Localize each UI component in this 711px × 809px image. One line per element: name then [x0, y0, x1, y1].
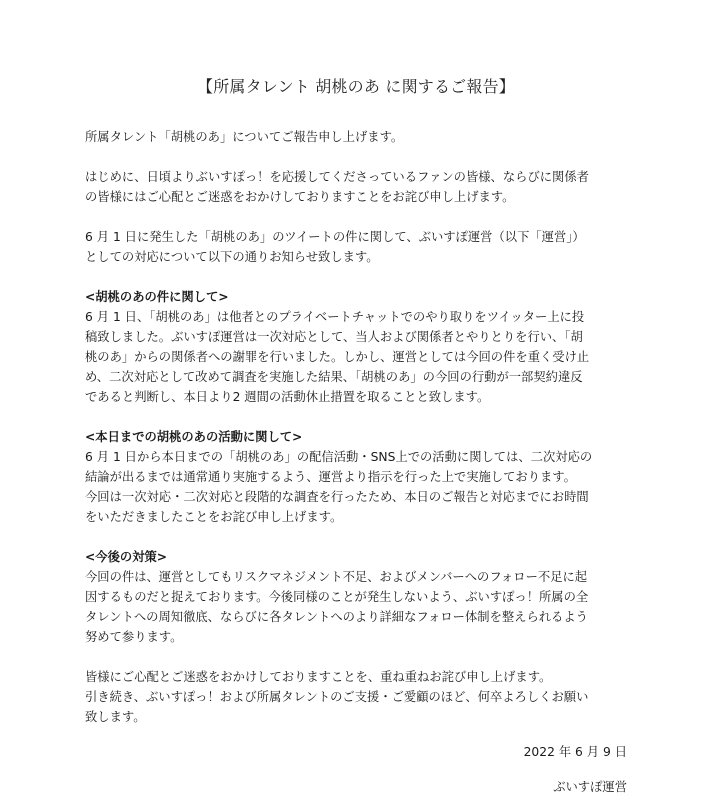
section-countermeasures — [85, 547, 627, 647]
text-line: 稿致しました。ぶいすぽ運営は一次対応として、当人および関係者とやりとりを行い、「胡 — [85, 330, 583, 344]
section-incident — [85, 287, 627, 407]
closing-paragraph — [85, 667, 627, 727]
section-heading: <胡桃のあの件に関して> — [85, 290, 229, 304]
intro-paragraph: 所属タレント「胡桃のあ」についてご報告申し上げます。 — [85, 130, 404, 144]
section-heading: <今後の対策> — [85, 550, 168, 564]
text-line: 致します。 — [85, 710, 146, 724]
text-line: 6 月 1 日、「胡桃のあ」は他者とのプライベートチャットでのやり取りをツイッター上に投 — [85, 310, 585, 324]
document-date: 2022 年 6 月 9 日 — [523, 745, 627, 759]
text-line: であると判断し、本日より2 週間の活動休止措置を取ることと致します。 — [85, 390, 490, 404]
text-line: はじめに、日頃よりぶいすぽっ！を応援してくださっているファンの皆様、ならびに関係者 — [85, 170, 589, 184]
section-heading: <本日までの胡桃のあの活動に関して> — [85, 430, 303, 444]
text-line: 桃のあ」からの関係者への謝罪を行いました。しかし、運営としては今回の件を重く受け止 — [85, 350, 590, 364]
text-line: 皆様にご心配とご迷惑をおかけしておりますことを、重ね重ねお詫び申し上げます。 — [85, 670, 552, 684]
text-line: 6 月 1 日に発生した「胡桃のあ」のツイートの件に関して、ぶいすぽ運営（以下「運営」） — [85, 230, 585, 244]
text-line: タレントへの周知徹底、ならびに各タレントへのより詳細なフォロー体制を整えられるよう — [85, 610, 588, 624]
text-line: 努めて参ります。 — [85, 630, 183, 644]
text-line: 引き続き、ぶいすぽっ！および所属タレントのご支援・ご愛顧のほど、何卒よろしくお願い — [85, 690, 589, 704]
text-line: 今回は一次対応・二次対応と段階的な調査を行ったため、本日のご報告と対応までにお時間 — [85, 490, 589, 504]
section-activities — [85, 427, 627, 527]
apology-paragraph — [85, 167, 627, 207]
document-title: 【所属タレント 胡桃のあ に関するご報告】 — [197, 77, 515, 96]
text-line: 今回の件は、運営としてもリスクマネジメント不足、およびメンバーへのフォロー不足に起 — [85, 570, 588, 584]
text-line: 6 月 1 日から本日までの「胡桃のあ」の配信活動・SNS上での活動に関しては、二次対応の — [85, 450, 593, 464]
text-line: め、二次対応として改めて調査を実施した結果、「胡桃のあ」の今回の行動が一部契約違反 — [85, 370, 583, 384]
text-line: 結論が出るまでは通常通り実施するよう、運営より指示を行った上で実施しております。 — [85, 470, 576, 484]
text-line: 因するものだと捉えております。今後同様のことが発生しないよう、ぶいすぽっ！所属の全 — [85, 590, 589, 604]
text-line: の皆様にはご心配とご迷惑をおかけしておりますことをお詫び申し上げます。 — [85, 190, 515, 204]
document-body — [85, 127, 627, 797]
notice-paragraph — [85, 227, 627, 267]
text-line: をいただきましたことをお詫び申し上げます。 — [85, 510, 343, 524]
text-line: としての対応について以下の通りお知らせ致します。 — [85, 250, 379, 264]
document-signature: ぶいすぽ運営 — [553, 780, 627, 794]
